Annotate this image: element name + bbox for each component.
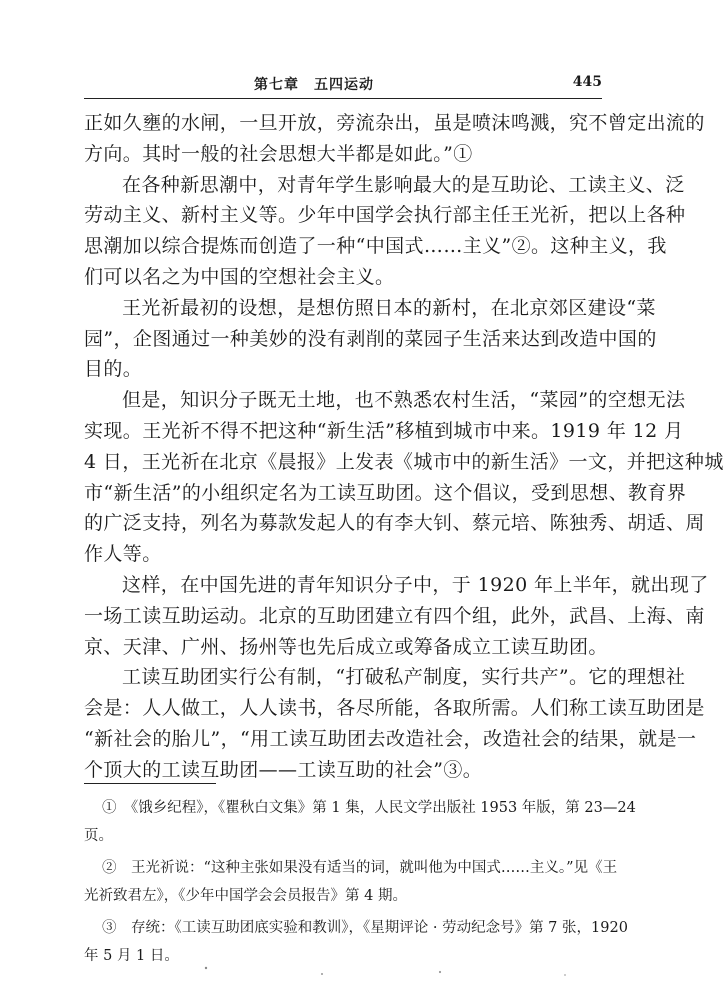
chapter-title: 第七章 五四运动: [254, 77, 374, 93]
body-line: 4 日，王光祈在北京《晨报》上发表《城市中的新生活》一文，并把这种城: [84, 450, 724, 473]
body-line: 目的。: [84, 358, 143, 381]
footnote-line: 页。: [84, 827, 113, 844]
body-line: 的广泛支持，列名为募款发起人的有李大钊、蔡元培、陈独秀、胡适、周: [84, 512, 705, 535]
body-line: 园”，企图通过一种美妙的没有剥削的菜园子生活来达到改造中国的: [84, 327, 657, 350]
body-line: 正如久壅的水闸，一旦开放，旁流杂出，虽是喷沫鸣溅，究不曾定出流的: [84, 112, 705, 134]
body-line: 个顶大的工读互助团——工读互助的社会”③。: [84, 758, 483, 781]
body-line: 思潮加以综合提炼而创造了一种“中国式……主义”②。这种主义，我: [84, 235, 667, 258]
footnote-line: ② 王光祈说：“这种主张如果没有适当的词，就叫他为中国式……主义。”见《王: [102, 860, 618, 876]
body-line: 方向。其时一般的社会思想大半都是如此。”①: [84, 142, 473, 165]
body-line: 工读互助团实行公有制，“打破私产制度，实行共产”。它的理想社: [122, 666, 686, 689]
body-line: 作人等。: [84, 543, 162, 566]
body-line: 劳动主义、新村主义等。少年中国学会执行部主任王光祈，把以上各种: [84, 204, 686, 227]
body-line: 会是：人人做工，人人读书，各尽所能，各取所需。人们称工读互助团是: [84, 697, 705, 720]
body-line: “新社会的胎儿”，“用工读互助团去改造社会，改造社会的结果，就是一: [84, 727, 697, 750]
body-line: 王光祈最初的设想，是想仿照日本的新村，在北京郊区建设“菜: [122, 296, 656, 319]
body-line: 实现。王光祈不得不把这种“新生活”移植到城市中来。1919 年 12 月: [84, 419, 684, 442]
page-number: 445: [572, 74, 602, 90]
body-line: 在各种新思潮中，对青年学生影响最大的是互助论、工读主义、泛: [122, 173, 685, 196]
body-line: 一场工读互助运动。北京的互助团建立有四个组，此外，武昌、上海、南: [84, 604, 705, 627]
body-line: 京、天津、广州、扬州等也先后成立或筹备成立工读互助团。: [84, 635, 608, 658]
body-line: 这样，在中国先进的青年知识分子中，于 1920 年上半年，就出现了: [122, 573, 709, 596]
footnote-line: ③ 存统：《工读互助团底实验和教训》，《星期评论 · 劳动纪念号》第 7 张，1920: [102, 920, 628, 936]
body-line: 们可以名之为中国的空想社会主义。: [84, 265, 395, 288]
body-line: 市“新生活”的小组织定名为工读互助团。这个倡议，受到思想、教育界: [84, 481, 687, 504]
footnote-line: ① 《饿乡纪程》，《瞿秋白文集》第 1 集，人民文学出版社 1953 年版，第 23—24: [102, 800, 636, 816]
body-line: 但是，知识分子既无土地，也不熟悉农村生活，“菜园”的空想无法: [122, 389, 686, 412]
footnote-line: 光祈致君左》，《少年中国学会会员报告》第 4 期。: [84, 887, 407, 904]
footnote-line: 年 5 月 1 日。: [84, 947, 179, 964]
